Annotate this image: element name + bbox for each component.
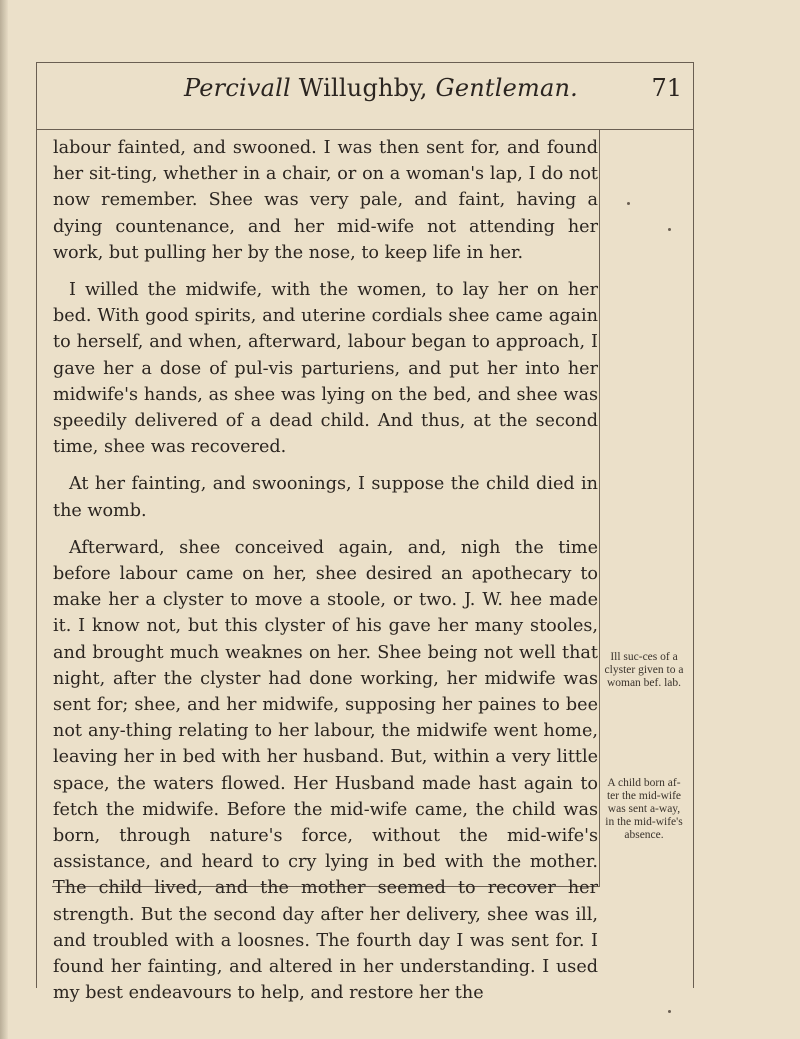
title-italic-2: Gentleman.: [435, 74, 578, 102]
paragraph-3: At her fainting, and swoonings, I suppose the child died in the womb.: [53, 474, 598, 521]
paper-speck: [668, 228, 671, 231]
page-number: 71: [651, 74, 682, 102]
title-italic-1: Percivall: [184, 74, 291, 102]
sidenote-clyster: Ill suc-ces of a clyster given to a woman bef. lab.: [604, 651, 684, 689]
margin-rule: [599, 129, 600, 886]
running-head: [36, 62, 694, 130]
paper-speck: [627, 202, 630, 205]
paragraph-4: Afterward, shee conceived again, and, nigh the time before labour came on her, shee desired an apothecary to make her a clyster to move a stoole, or two. J. W. hee made it. I know not, but this clyster of his gave her many stooles, and brought much weaknes on her. Shee being not well that night, after the clyster had done working, her midwife was sent for; shee, and her midwife, supposing her paines to bee not any-thing relating to her labour, the midwife went home, leaving her in bed with her husband. But, within a very little space, the waters flowed. Her Husband made hast again to fetch the midwife. Before the mid-wife came, the child was born, through nature's force, without the mid-wife's assistance, and heard to cry lying in bed with the mother. The child lived, and the mother seemed to recover her strength. But the second day after her delivery, shee was ill, and troubled with a loosnes. The fourth day I was sent for. I found her fainting, and altered in her understanding. I used my best endeavours to help, and restore her the: [53, 537, 598, 1004]
page-edge: [0, 0, 8, 1039]
paper-speck: [668, 1010, 671, 1013]
title-roman: Willughby,: [290, 74, 436, 102]
paragraph-1: labour fainted, and swooned. I was then sent for, and found her sit-ting, whether in a chair, or on a woman's lap, I do not now remember. Shee was very pale, and faint, having a dying countenance, and her mid-wife not attending her work, but pulling her by the nose, to keep life in her.: [53, 138, 598, 263]
running-title: [184, 74, 578, 102]
sidenote-child-born: A child born af-ter the mid-wife was sent a-way, in the mid-wife's absence.: [605, 777, 683, 841]
paragraph-2: I willed the midwife, with the women, to lay her on her bed. With good spirits, and uterine cordials shee came again to herself, and when, afterward, labour began to approach, I gave her a dose of pul-vis parturiens, and put her into her midwife's hands, as shee was lying on the bed, and shee was speedily delivered of a dead child. And thus, at the second time, shee was recovered.: [53, 280, 598, 458]
body-text: [53, 135, 598, 1018]
